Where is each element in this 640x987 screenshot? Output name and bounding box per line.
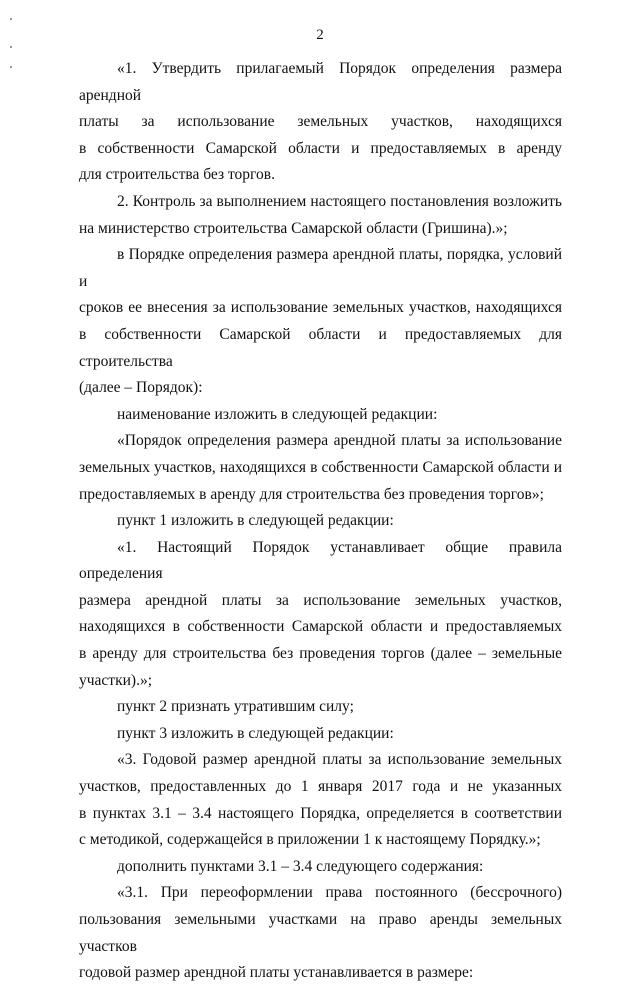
text-line: «3.1. При переоформлении права постоянного (бессрочного)	[117, 884, 562, 902]
text-line: предоставляемых в аренду для строительства без проведения торгов»;	[79, 485, 544, 503]
paragraph	[79, 747, 562, 853]
scan-mark	[10, 66, 12, 68]
text-line: платы за использование земельных участков, находящихся	[79, 113, 562, 131]
text-line: для строительства без торгов.	[79, 166, 275, 184]
text-line: «3. Годовой размер арендной платы за использование земельных	[117, 751, 562, 769]
text-line: годовой размер арендной платы устанавливается в размере:	[79, 964, 474, 982]
scan-mark	[10, 46, 12, 48]
paragraph	[79, 694, 562, 721]
text-line: участков, предоставленных до 1 января 2017 года и не указанных	[79, 778, 562, 796]
text-line: в собственности Самарской области и предоставляемых для строительства	[79, 325, 562, 370]
paragraph	[79, 242, 562, 402]
paragraph	[79, 721, 562, 748]
text-line: «1. Настоящий Порядок устанавливает общие правила определения	[79, 538, 562, 583]
page-number: 2	[316, 27, 324, 43]
text-line: в собственности Самарской области и предоставляемых в аренду	[79, 139, 562, 157]
text-line: пункт 3 изложить в следующей редакции:	[117, 724, 394, 742]
text-line: «Порядок определения размера арендной платы за использование	[117, 432, 562, 450]
text-line: в Порядке определения размера арендной платы, порядка, условий и	[79, 246, 562, 290]
paragraph	[79, 508, 562, 535]
paragraph	[79, 854, 562, 881]
text-line: дополнить пунктами 3.1 – 3.4 следующего содержания:	[117, 857, 484, 875]
paragraph	[79, 535, 562, 695]
text-line: сроков ее внесения за использование земельных участков, находящихся	[79, 299, 562, 317]
text-line: в аренду для строительства без проведения торгов (далее – земельные	[79, 645, 562, 663]
text-line: земельных участков, находящихся в собственности Самарской области и	[79, 458, 562, 476]
paragraph	[79, 880, 562, 986]
text-line: 2. Контроль за выполнением настоящего постановления возложить	[117, 192, 562, 210]
text-line: наименование изложить в следующей редакции:	[117, 405, 438, 423]
text-line: с методикой, содержащейся в приложении 1 к настоящему Порядку.»;	[79, 831, 541, 849]
text-line: пункт 2 признать утратившим силу;	[117, 698, 354, 716]
paragraph	[79, 402, 562, 429]
text-line: в пунктах 3.1 – 3.4 настоящего Порядка, определяется в соответствии	[79, 804, 562, 822]
text-line: размера арендной платы за использование земельных участков,	[79, 591, 562, 609]
text-line: «1. Утвердить прилагаемый Порядок определения размера арендной	[79, 60, 562, 104]
paragraph	[79, 56, 562, 189]
text-line: участки).»;	[79, 671, 152, 689]
paragraph	[79, 428, 562, 508]
text-line: на министерство строительства Самарской области (Гришина).»;	[79, 219, 508, 237]
scan-mark	[10, 18, 12, 20]
text-line: (далее – Порядок):	[79, 379, 203, 397]
paragraph	[79, 189, 562, 242]
text-line: пользования земельными участками на право аренды земельных участков	[79, 911, 562, 955]
document-body	[79, 56, 562, 987]
text-line: находящихся в собственности Самарской области и предоставляемых	[79, 618, 562, 636]
text-line: пункт 1 изложить в следующей редакции:	[117, 512, 394, 530]
